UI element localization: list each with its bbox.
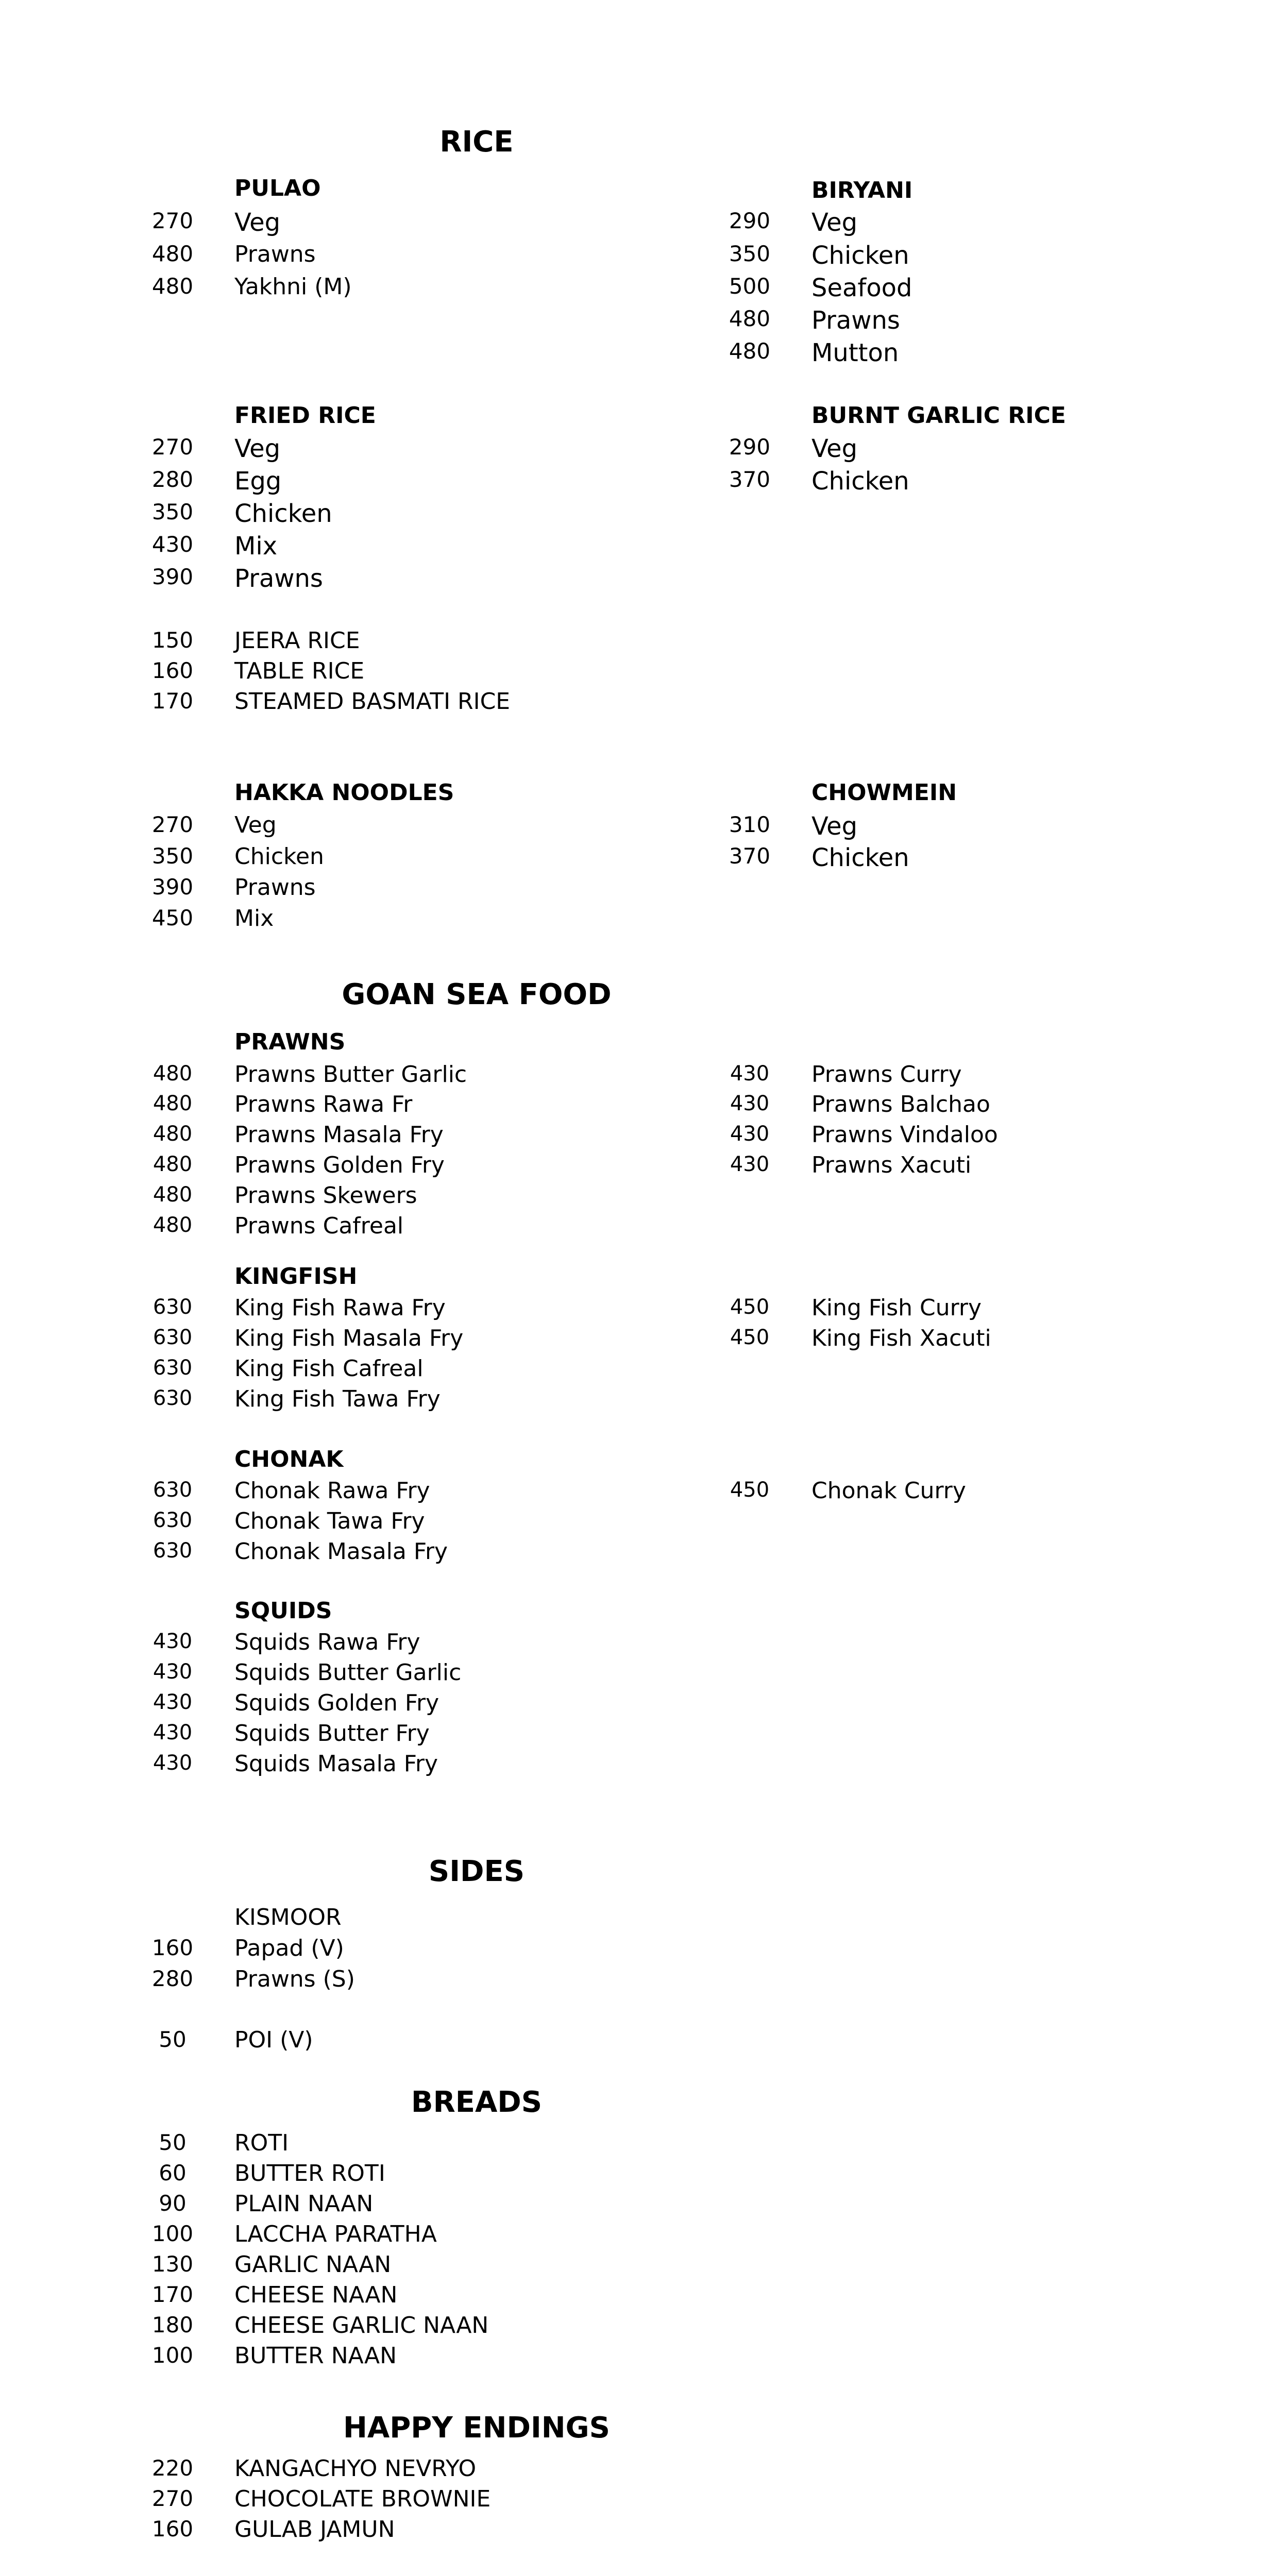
- dish-name: Chicken: [811, 467, 909, 496]
- price: 350: [151, 499, 194, 524]
- dish-name: CHOCOLATE BROWNIE: [234, 2486, 491, 2512]
- price: 90: [159, 2191, 187, 2216]
- price: 170: [151, 2282, 194, 2307]
- dish-name: TABLE RICE: [234, 658, 365, 684]
- price: 500: [729, 274, 771, 299]
- dish-name: Squids Golden Fry: [234, 1690, 439, 1716]
- price: 450: [730, 1478, 770, 1502]
- price: 350: [151, 843, 194, 869]
- dish-name: Prawns Vindaloo: [811, 1122, 998, 1148]
- dish-name: Chicken: [234, 843, 324, 870]
- section-title-rice: RICE: [439, 125, 514, 159]
- dish-name: Prawns Cafreal: [234, 1213, 404, 1239]
- price: 480: [153, 1183, 193, 1207]
- price: 430: [730, 1062, 770, 1086]
- price: 630: [153, 1509, 193, 1532]
- dish-name: King Fish Rawa Fry: [234, 1295, 446, 1321]
- price: 350: [729, 241, 771, 266]
- dish-name: Seafood: [811, 274, 912, 302]
- dish-name: Squids Butter Garlic: [234, 1659, 462, 1686]
- price: 480: [153, 1213, 193, 1237]
- price: 280: [151, 467, 194, 492]
- dish-name: Prawns Butter Garlic: [234, 1061, 467, 1088]
- price: 280: [151, 1966, 194, 1991]
- dish-name: Chicken: [811, 241, 909, 270]
- dish-name: GARLIC NAAN: [234, 2251, 392, 2278]
- dish-name: Papad (V): [234, 1935, 344, 1961]
- dish-name: King Fish Xacuti: [811, 1325, 991, 1351]
- price: 50: [159, 2027, 187, 2052]
- price: 450: [730, 1326, 770, 1349]
- dish-name: Veg: [811, 208, 858, 237]
- subheading-biryani: BIRYANI: [811, 177, 913, 204]
- price: 100: [151, 2221, 194, 2246]
- dish-name: Mutton: [811, 338, 899, 367]
- dish-name: Prawns Skewers: [234, 1182, 417, 1209]
- dish-name: Chonak Tawa Fry: [234, 1508, 425, 1534]
- price: 430: [730, 1122, 770, 1146]
- dish-name: Mix: [234, 532, 278, 561]
- price: 430: [151, 532, 194, 557]
- dish-name: Prawns: [811, 306, 900, 335]
- dish-name: King Fish Curry: [811, 1295, 982, 1321]
- dish-name: GULAB JAMUN: [234, 2516, 395, 2543]
- price: 480: [151, 274, 194, 299]
- price: 390: [151, 874, 194, 900]
- price: 630: [153, 1478, 193, 1502]
- price: 630: [153, 1326, 193, 1349]
- dish-name: Prawns Balchao: [811, 1091, 990, 1117]
- price: 180: [151, 2312, 194, 2337]
- price: 430: [153, 1721, 193, 1744]
- price: 270: [151, 812, 194, 837]
- subheading-prawns: PRAWNS: [234, 1029, 346, 1055]
- dish-name: BUTTER NAAN: [234, 2343, 397, 2369]
- dish-name: Prawns Curry: [811, 1061, 962, 1088]
- dish-name: Veg: [234, 812, 277, 838]
- dish-name: Prawns Golden Fry: [234, 1152, 445, 1178]
- dish-name: Prawns (S): [234, 1966, 355, 1992]
- subheading-hakka-noodles: HAKKA NOODLES: [234, 779, 454, 806]
- dish-name: CHEESE NAAN: [234, 2282, 398, 2308]
- price: 430: [730, 1092, 770, 1115]
- price: 60: [159, 2160, 187, 2185]
- price: 450: [730, 1295, 770, 1319]
- price: 160: [151, 1935, 194, 1960]
- dish-name: Prawns: [234, 241, 316, 267]
- dish-name: Egg: [234, 467, 282, 496]
- price: 50: [159, 2130, 187, 2155]
- dish-name: Mix: [234, 905, 274, 931]
- price: 480: [153, 1062, 193, 1086]
- price: 480: [153, 1092, 193, 1115]
- section-title-seafood: GOAN SEA FOOD: [342, 978, 612, 1011]
- price: 220: [151, 2455, 194, 2481]
- subheading-pulao: PULAO: [234, 175, 321, 201]
- price: 480: [151, 241, 194, 266]
- dish-name: Prawns: [234, 874, 316, 901]
- dish-name: CHEESE GARLIC NAAN: [234, 2312, 489, 2338]
- price: 630: [153, 1539, 193, 1563]
- dish-name: Yakhni (M): [234, 274, 352, 300]
- dish-name: Squids Rawa Fry: [234, 1629, 420, 1655]
- dish-name: KANGACHYO NEVRYO: [234, 2455, 477, 2482]
- dish-name: Chonak Masala Fry: [234, 1538, 448, 1565]
- price: 270: [151, 208, 194, 233]
- price: 370: [729, 467, 771, 492]
- price: 370: [729, 843, 771, 869]
- price: 170: [151, 688, 194, 714]
- price: 290: [729, 434, 771, 460]
- dish-name: Veg: [811, 434, 858, 463]
- dish-name: Prawns: [234, 564, 323, 593]
- dish-name: Prawns Xacuti: [811, 1152, 972, 1178]
- price: 270: [151, 2486, 194, 2511]
- dish-name: Veg: [234, 434, 281, 463]
- price: 630: [153, 1386, 193, 1410]
- dish-name: King Fish Cafreal: [234, 1355, 424, 1382]
- subheading-kismoor: KISMOOR: [234, 1904, 342, 1930]
- price: 430: [730, 1153, 770, 1176]
- price: 630: [153, 1356, 193, 1380]
- price: 450: [151, 905, 194, 930]
- price: 290: [729, 208, 771, 233]
- section-title-sides: SIDES: [428, 1855, 525, 1888]
- price: 430: [153, 1690, 193, 1714]
- dish-name: Chicken: [811, 843, 909, 872]
- price: 430: [153, 1751, 193, 1775]
- price: 480: [153, 1122, 193, 1146]
- dish-name: King Fish Masala Fry: [234, 1325, 464, 1351]
- price: 480: [729, 338, 771, 364]
- price: 630: [153, 1295, 193, 1319]
- subheading-chowmein: CHOWMEIN: [811, 779, 957, 806]
- price: 130: [151, 2251, 194, 2277]
- section-title-happy-endings: HAPPY ENDINGS: [343, 2411, 610, 2445]
- price: 390: [151, 564, 194, 589]
- dish-name: Prawns Rawa Fr: [234, 1091, 413, 1117]
- section-title-breads: BREADS: [411, 2086, 543, 2119]
- subheading-burnt-garlic-rice: BURNT GARLIC RICE: [811, 402, 1066, 429]
- price: 270: [151, 434, 194, 460]
- dish-name: Chonak Rawa Fry: [234, 1478, 430, 1504]
- dish-name: POI (V): [234, 2027, 313, 2053]
- dish-name: JEERA RICE: [234, 628, 360, 654]
- subheading-kingfish: KINGFISH: [234, 1263, 358, 1290]
- dish-name: BUTTER ROTI: [234, 2160, 385, 2187]
- dish-name: LACCHA PARATHA: [234, 2221, 437, 2247]
- dish-name: Chicken: [234, 499, 332, 528]
- subheading-squids: SQUIDS: [234, 1598, 332, 1624]
- dish-name: Squids Butter Fry: [234, 1720, 430, 1747]
- dish-name: Veg: [811, 812, 858, 841]
- dish-name: PLAIN NAAN: [234, 2191, 374, 2217]
- price: 430: [153, 1660, 193, 1684]
- dish-name: King Fish Tawa Fry: [234, 1386, 441, 1412]
- dish-name: ROTI: [234, 2130, 289, 2156]
- dish-name: Veg: [234, 208, 281, 237]
- price: 430: [153, 1630, 193, 1653]
- price: 160: [151, 658, 194, 683]
- price: 310: [729, 812, 771, 837]
- price: 100: [151, 2343, 194, 2368]
- subheading-fried-rice: FRIED RICE: [234, 402, 376, 429]
- dish-name: Prawns Masala Fry: [234, 1122, 444, 1148]
- dish-name: STEAMED BASMATI RICE: [234, 688, 511, 715]
- price: 150: [151, 628, 194, 653]
- subheading-chonak: CHONAK: [234, 1446, 344, 1472]
- dish-name: Chonak Curry: [811, 1478, 966, 1504]
- price: 160: [151, 2516, 194, 2541]
- price: 480: [729, 306, 771, 331]
- price: 480: [153, 1153, 193, 1176]
- dish-name: Squids Masala Fry: [234, 1751, 438, 1777]
